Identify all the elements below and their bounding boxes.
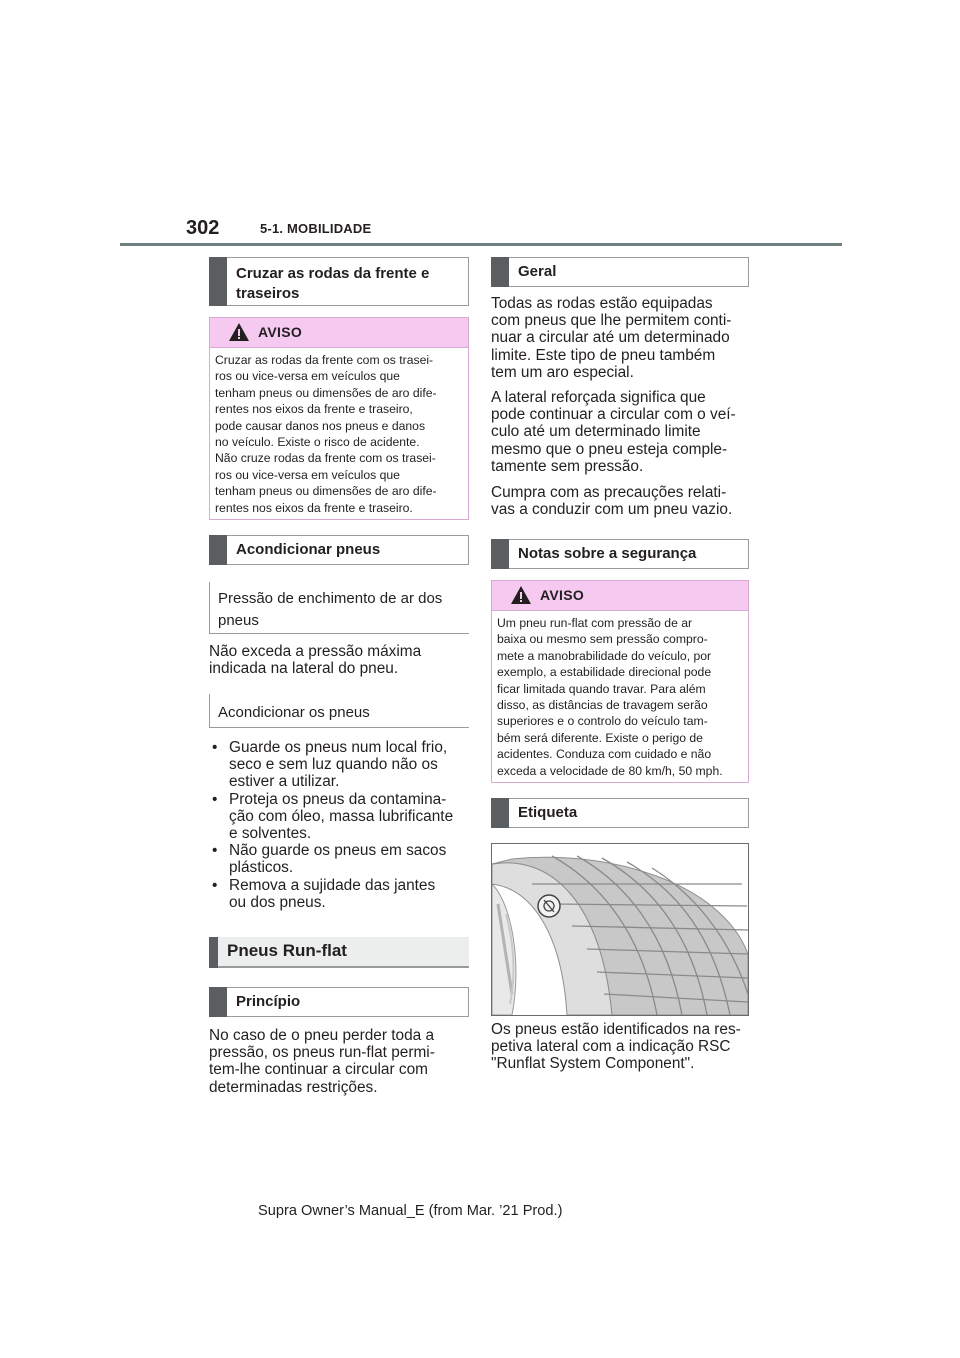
text-line: nuar a circular até um determinado (491, 329, 730, 347)
text-line: pressão, os pneus run-flat permi- (209, 1044, 435, 1062)
heading-text: Princípio (236, 993, 301, 1010)
heading-text: Geral (518, 263, 557, 280)
heading-condition-tires (209, 535, 469, 565)
bullet-icon: • (212, 790, 218, 808)
caption-rsc (491, 1021, 753, 1073)
tire-drawing (492, 844, 748, 1015)
text-line: Proteja os pneus da contamina- (229, 790, 447, 808)
paragraph-general-2 (491, 389, 753, 475)
bullet-icon: • (212, 842, 218, 860)
warning-line: ros ou vice-versa em veículos que (215, 467, 400, 482)
warning-title: AVISO (258, 324, 303, 340)
text-line: mesmo que o pneu esteja comple- (491, 440, 728, 458)
text-line: tem um aro especial. (491, 363, 634, 381)
text-line: Não guarde os pneus em sacos (229, 842, 447, 860)
list-item (211, 791, 473, 843)
runflat-tire-illustration (491, 843, 749, 1016)
heading-bar (491, 798, 509, 828)
heading-safety (491, 539, 749, 569)
warning-line: tenham pneus ou dimensões de aro dife- (215, 385, 437, 400)
warning-line: ficar limitada quando travar. Para além (497, 681, 706, 696)
warning-line: tenham pneus ou dimensões de aro dife- (215, 484, 437, 499)
warning-line: disso, as distâncias de travagem serão (497, 698, 708, 713)
text-line: plásticos. (229, 859, 294, 877)
heading-bar (491, 257, 509, 287)
text-line: estiver a utilizar. (229, 773, 340, 791)
warning-line: rentes nos eixos da frente e traseiro. (215, 500, 413, 515)
warning-line: pode causar danos nos pneus e danos (215, 418, 426, 433)
heading-text: Etiqueta (518, 804, 578, 821)
text-line: Não exceda a pressão máxima (209, 643, 422, 660)
heading-label (491, 798, 749, 828)
heading-principle (209, 987, 469, 1017)
text-line: vas a conduzir com um pneu vazio. (491, 501, 733, 519)
warning-line: ros ou vice-versa em veículos que (215, 369, 400, 384)
bullet-icon: • (212, 739, 218, 756)
paragraph-principle (209, 1027, 469, 1096)
heading-text: Acondicionar pneus (236, 541, 381, 558)
text-line: Guarde os pneus num local frio, (229, 739, 448, 756)
warning-header (492, 581, 748, 611)
text-line: determinadas restrições. (209, 1078, 378, 1096)
warning-line: mete a manobrabilidade do veículo, por (497, 648, 712, 663)
text-line: pode continuar a circular com o veí- (491, 406, 736, 424)
text-line: com pneus que lhe permitem conti- (491, 312, 732, 330)
warning-text (497, 615, 742, 779)
text-line: e solventes. (229, 825, 312, 843)
heading-bar (209, 937, 218, 968)
subheading-text: Acondicionar os pneus (218, 704, 370, 721)
text-line: culo até um determinado limite (491, 423, 701, 441)
text-line: ou dos pneus. (229, 893, 326, 911)
text-line: ção com óleo, massa lubrificante (229, 807, 454, 825)
text-line: indicada na lateral do pneu. (209, 660, 399, 678)
header-rule (120, 243, 842, 246)
text-line: Todas as rodas estão equipadas (491, 295, 713, 312)
heading-general (491, 257, 749, 287)
list-item (211, 739, 473, 791)
warning-line: baixa ou mesmo sem pressão compro- (497, 632, 708, 647)
warning-triangle-icon (510, 585, 532, 605)
warning-line: Cruzar as rodas da frente com os trasei- (215, 353, 434, 367)
subheading-text: Pressão de enchimento de ar dos pneus (218, 590, 443, 629)
warning-box-cross (209, 317, 469, 520)
text-line: tem-lhe continuar a circular com (209, 1061, 428, 1079)
paragraph-pressure (209, 643, 469, 677)
paragraph-general-1 (491, 295, 753, 381)
text-line: Remova a sujidade das jantes (229, 876, 436, 894)
heading-runflat (209, 937, 469, 968)
heading-bar (209, 535, 227, 565)
text-line: Cumpra com as precauções relati- (491, 484, 727, 501)
paragraph-general-3 (491, 484, 753, 518)
warning-line: superiores e o controlo do veículo tam- (497, 714, 708, 729)
footer-manual-title: Supra Owner’s Manual_E (from Mar. ’21 Prod.) (258, 1203, 563, 1219)
text-line: "Runflat System Component". (491, 1055, 695, 1073)
warning-line: exemplo, a estabilidade direcional pode (497, 665, 712, 680)
subheading-condition (209, 694, 469, 728)
text-line: petiva lateral com a indicação RSC (491, 1038, 731, 1056)
warning-text (215, 352, 462, 516)
warning-box-runflat (491, 580, 749, 783)
warning-line: bém será diferente. Existe o perigo de (497, 730, 703, 745)
heading-cross-wheels (209, 257, 469, 306)
list-item (211, 842, 473, 876)
warning-line: no veículo. Existe o risco de acidente. (215, 435, 420, 450)
text-line: limite. Este tipo de pneu também (491, 346, 716, 364)
warning-triangle-icon (228, 322, 250, 342)
subheading-pressure (209, 582, 469, 634)
warning-line: Não cruze rodas da frente com os trasei- (215, 451, 436, 466)
warning-line: exceda a velocidade de 80 km/h, 50 mph. (497, 763, 723, 778)
text-line: No caso de o pneu perder toda a (209, 1027, 435, 1044)
heading-bar (209, 257, 227, 306)
text-line: tamente sem pressão. (491, 457, 644, 475)
text-line: A lateral reforçada significa que (491, 389, 706, 406)
heading-text: Pneus Run-flat (227, 941, 347, 960)
heading-text: Cruzar as rodas da frente e traseiros (236, 265, 430, 302)
page-number: 302 (186, 217, 220, 239)
text-line: Os pneus estão identificados na res- (491, 1021, 741, 1038)
section-title: 5-1. MOBILIDADE (260, 221, 372, 236)
text-line: seco e sem luz quando não os (229, 756, 438, 774)
list-item (211, 877, 473, 911)
warning-line: Um pneu run-flat com pressão de ar (497, 616, 693, 630)
warning-title: AVISO (540, 587, 585, 603)
warning-header (210, 318, 468, 348)
bullet-icon: • (212, 876, 218, 894)
warning-line: acidentes. Conduza com cuidado e não (497, 747, 712, 762)
heading-bar (491, 539, 509, 569)
storage-bullet-list (211, 739, 473, 911)
heading-bar (209, 987, 227, 1017)
heading-text: Notas sobre a segurança (518, 545, 697, 562)
warning-line: rentes nos eixos da frente e traseiro, (215, 402, 413, 417)
